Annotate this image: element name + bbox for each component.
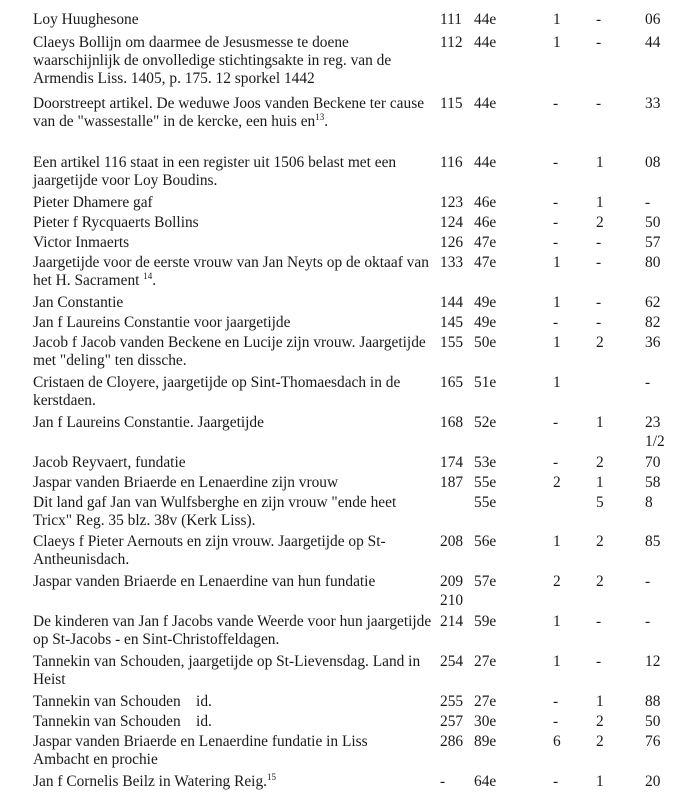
entry-value-1: - (553, 414, 559, 431)
entry-value-3: 57 (645, 234, 661, 251)
entry-description: Loy Huughesone (33, 11, 139, 28)
entry-value-1: - (553, 773, 559, 790)
entry-folio: 44e (474, 11, 497, 28)
entry-number: 144 (440, 294, 464, 311)
entry-value-1: 1 (553, 653, 561, 670)
entry-number: 116 (440, 154, 463, 171)
entry-value-3: 58 (645, 474, 661, 491)
entry-folio: 47e (474, 254, 497, 271)
entry-value-2: - (596, 294, 602, 311)
entry-description-text: Jan f Cornelis Beilz in Watering Reig. (33, 773, 267, 790)
entry-description: Jaspar vanden Briaerde en Lenaerdine van hun fundatie (33, 573, 376, 590)
footnote-ref: 14 (143, 270, 153, 281)
entry-value-1: 1 (553, 11, 561, 28)
entry-value-2: - (596, 254, 602, 271)
entry-value-1: - (553, 314, 559, 331)
entry-number: 123 (440, 194, 464, 211)
entry-value-1: 1 (553, 374, 561, 391)
entry-value-1: 2 (553, 474, 561, 491)
entry-value-3: 08 (645, 154, 661, 171)
entry-value-3: - (645, 613, 651, 630)
entry-number: 165 (440, 374, 464, 391)
entry-folio: 27e (474, 653, 497, 670)
entry-number: 168 (440, 414, 464, 431)
entry-value-3: - (645, 374, 651, 391)
entry-value-3: 80 (645, 254, 661, 271)
entry-description-text: Jaargetijde voor de eerste vrouw van Jan Neyts op de oktaaf van het H. Sacrament (33, 254, 429, 289)
entry-value-1: - (553, 214, 559, 231)
footnote-trailing: . (324, 113, 329, 130)
entry-value-2: - (596, 34, 602, 51)
entry-folio: 51e (474, 374, 497, 391)
entry-value-1: 6 (553, 733, 561, 750)
entry-value-1: 1 (553, 254, 561, 271)
entry-value-2: 1 (596, 474, 604, 491)
footnote-ref: 13 (315, 111, 325, 122)
entry-number: 115 (440, 95, 463, 112)
entry-value-3: 50 (645, 214, 661, 231)
entry-value-3: 70 (645, 454, 661, 471)
entry-value-1: - (553, 95, 559, 112)
entry-value-2: 2 (596, 454, 604, 471)
entry-description: Tannekin van Schouden id. (33, 693, 212, 710)
entry-number: 255 (440, 693, 464, 710)
entry-value-2: 1 (596, 154, 604, 171)
entry-number-continued: 210 (440, 592, 464, 609)
entry-folio: 64e (474, 773, 497, 790)
entry-number: 254 (440, 653, 464, 670)
entry-value-2: 2 (596, 713, 604, 730)
entry-folio: 46e (474, 214, 497, 231)
entry-folio: 44e (474, 95, 497, 112)
entry-value-1: - (553, 154, 559, 171)
entry-folio: 52e (474, 414, 497, 431)
entry-number: 257 (440, 713, 464, 730)
entry-folio: 57e (474, 573, 497, 590)
entry-folio: 44e (474, 154, 497, 171)
entry-value-2: 2 (596, 533, 604, 550)
entry-description (33, 95, 433, 131)
entry-value-3: - (645, 194, 651, 211)
entry-folio: 44e (474, 34, 497, 51)
entry-value-3-fraction: 1/2 (645, 433, 665, 450)
entry-value-3: 76 (645, 733, 661, 750)
entry-value-3: 88 (645, 693, 661, 710)
entry-number: 145 (440, 314, 464, 331)
entry-folio: 46e (474, 194, 497, 211)
entry-description: Een artikel 116 staat in een register uit 1506 belast met een jaargetijde voor Loy Boudins. (33, 154, 397, 189)
entry-number: 155 (440, 334, 464, 351)
entry-description: Jan Constantie (33, 294, 124, 311)
entry-description: Pieter f Rycquaerts Bollins (33, 214, 199, 231)
entry-value-1: - (553, 693, 559, 710)
entry-value-2: 2 (596, 733, 604, 750)
entry-value-2: 2 (596, 214, 604, 231)
entry-folio: 56e (474, 533, 497, 550)
entry-folio: 59e (474, 613, 497, 630)
entry-folio: 47e (474, 234, 497, 251)
entry-folio: 53e (474, 454, 497, 471)
entry-description: Jacob Reyvaert, fundatie (33, 454, 186, 471)
entry-folio: 49e (474, 294, 497, 311)
entry-description-text: Doorstreept artikel. De weduwe Joos vanden Beckene ter cause van de "wassestalle" in de kercke, een huis en (33, 95, 425, 130)
entry-number: 112 (440, 34, 463, 51)
entry-description: De kinderen van Jan f Jacobs vande Weerde voor hun jaargetijde op St-Jacobs - en Sint-Christoffeldagen. (33, 613, 432, 648)
entry-number: - (440, 773, 446, 790)
entry-value-1: - (553, 454, 559, 471)
entry-value-2: 2 (596, 334, 604, 351)
entry-folio: 55e (474, 494, 497, 511)
entry-value-2: 1 (596, 414, 604, 431)
entry-value-3: 33 (645, 95, 661, 112)
entry-value-3: 82 (645, 314, 661, 331)
entry-value-1: 1 (553, 34, 561, 51)
entry-description (33, 773, 433, 791)
entry-value-2: - (596, 11, 602, 28)
entry-value-3: 20 (645, 773, 661, 790)
entry-description: Victor Inmaerts (33, 234, 130, 251)
entry-value-2: 1 (596, 693, 604, 710)
entry-folio: 49e (474, 314, 497, 331)
entry-value-2: 1 (596, 773, 604, 790)
entry-value-1: 2 (553, 573, 561, 590)
entry-description: Cristaen de Cloyere, jaargetijde op Sint-Thomaesdach in de kerstdaen. (33, 374, 401, 409)
entry-number: 111 (440, 11, 462, 28)
entry-value-3: 85 (645, 533, 661, 550)
entry-folio: 30e (474, 713, 497, 730)
entry-number: 124 (440, 214, 464, 231)
entry-value-2: 5 (596, 494, 604, 511)
entry-number: 187 (440, 474, 464, 491)
entry-value-3: 36 (645, 334, 661, 351)
footnote-trailing: . (152, 272, 157, 289)
entry-value-2: - (596, 653, 602, 670)
entry-value-3: 50 (645, 713, 661, 730)
entry-value-1: 1 (553, 613, 561, 630)
entry-number: 209 (440, 573, 464, 590)
entry-value-3: 8 (645, 494, 653, 511)
entry-value-1: 1 (553, 294, 561, 311)
entry-number: 214 (440, 613, 464, 630)
entry-value-3: 06 (645, 11, 661, 28)
entry-folio: 89e (474, 733, 497, 750)
entry-description: Tannekin van Schouden, jaargetijde op St-Lievensdag. Land in Heist (33, 653, 421, 688)
entry-value-1: - (553, 713, 559, 730)
entry-description: Jaspar vanden Briaerde en Lenaerdine zijn vrouw (33, 474, 339, 491)
entry-folio: 27e (474, 693, 497, 710)
entry-value-3: - (645, 573, 651, 590)
entry-number: 133 (440, 254, 464, 271)
entry-value-2: - (596, 314, 602, 331)
entry-value-1: 1 (553, 533, 561, 550)
entry-number: 174 (440, 454, 464, 471)
entry-description: Claeys Bollijn om daarmee de Jesusmesse te doene waarschijnlijk de onvolledige stichtingsakte in reg. van de Armendis Liss. 1405, p. 175. 12 sporkel 1442 (33, 34, 392, 87)
entry-value-2: - (596, 95, 602, 112)
entry-number: 126 (440, 234, 464, 251)
entry-value-3: 44 (645, 34, 661, 51)
entry-description: Jacob f Jacob vanden Beckene en Lucije zijn vrouw. Jaargetijde met "deling" ten dissche. (33, 334, 426, 369)
entry-number: 286 (440, 733, 464, 750)
entry-number: 208 (440, 533, 464, 550)
entry-value-2: 2 (596, 573, 604, 590)
entry-description: Jan f Laureins Constantie voor jaargetijde (33, 314, 291, 331)
entry-value-2: - (596, 613, 602, 630)
entry-folio: 55e (474, 474, 497, 491)
entry-description: Jaspar vanden Briaerde en Lenaerdine fundatie in Liss Ambacht en prochie (33, 733, 368, 768)
entry-description: Dit land gaf Jan van Wulfsberghe en zijn vrouw "ende heet Tricx" Reg. 35 blz. 38v (Kerk Liss). (33, 494, 397, 529)
entry-value-2: 1 (596, 194, 604, 211)
footnote-ref: 15 (267, 771, 276, 782)
entry-value-1: 1 (553, 334, 561, 351)
entry-description: Pieter Dhamere gaf (33, 194, 153, 211)
entry-value-1: - (553, 194, 559, 211)
entry-value-3: 12 (645, 653, 661, 670)
entry-description: Claeys f Pieter Aernouts en zijn vrouw. Jaargetijde op St-Antheunisdach. (33, 533, 386, 568)
entry-value-2: - (596, 234, 602, 251)
entry-value-1: - (553, 234, 559, 251)
entry-folio: 50e (474, 334, 497, 351)
entry-description (33, 254, 433, 290)
entry-value-3: 62 (645, 294, 661, 311)
entry-value-3: 23 (645, 414, 661, 431)
entry-description: Tannekin van Schouden id. (33, 713, 212, 730)
entry-description: Jan f Laureins Constantie. Jaargetijde (33, 414, 264, 431)
